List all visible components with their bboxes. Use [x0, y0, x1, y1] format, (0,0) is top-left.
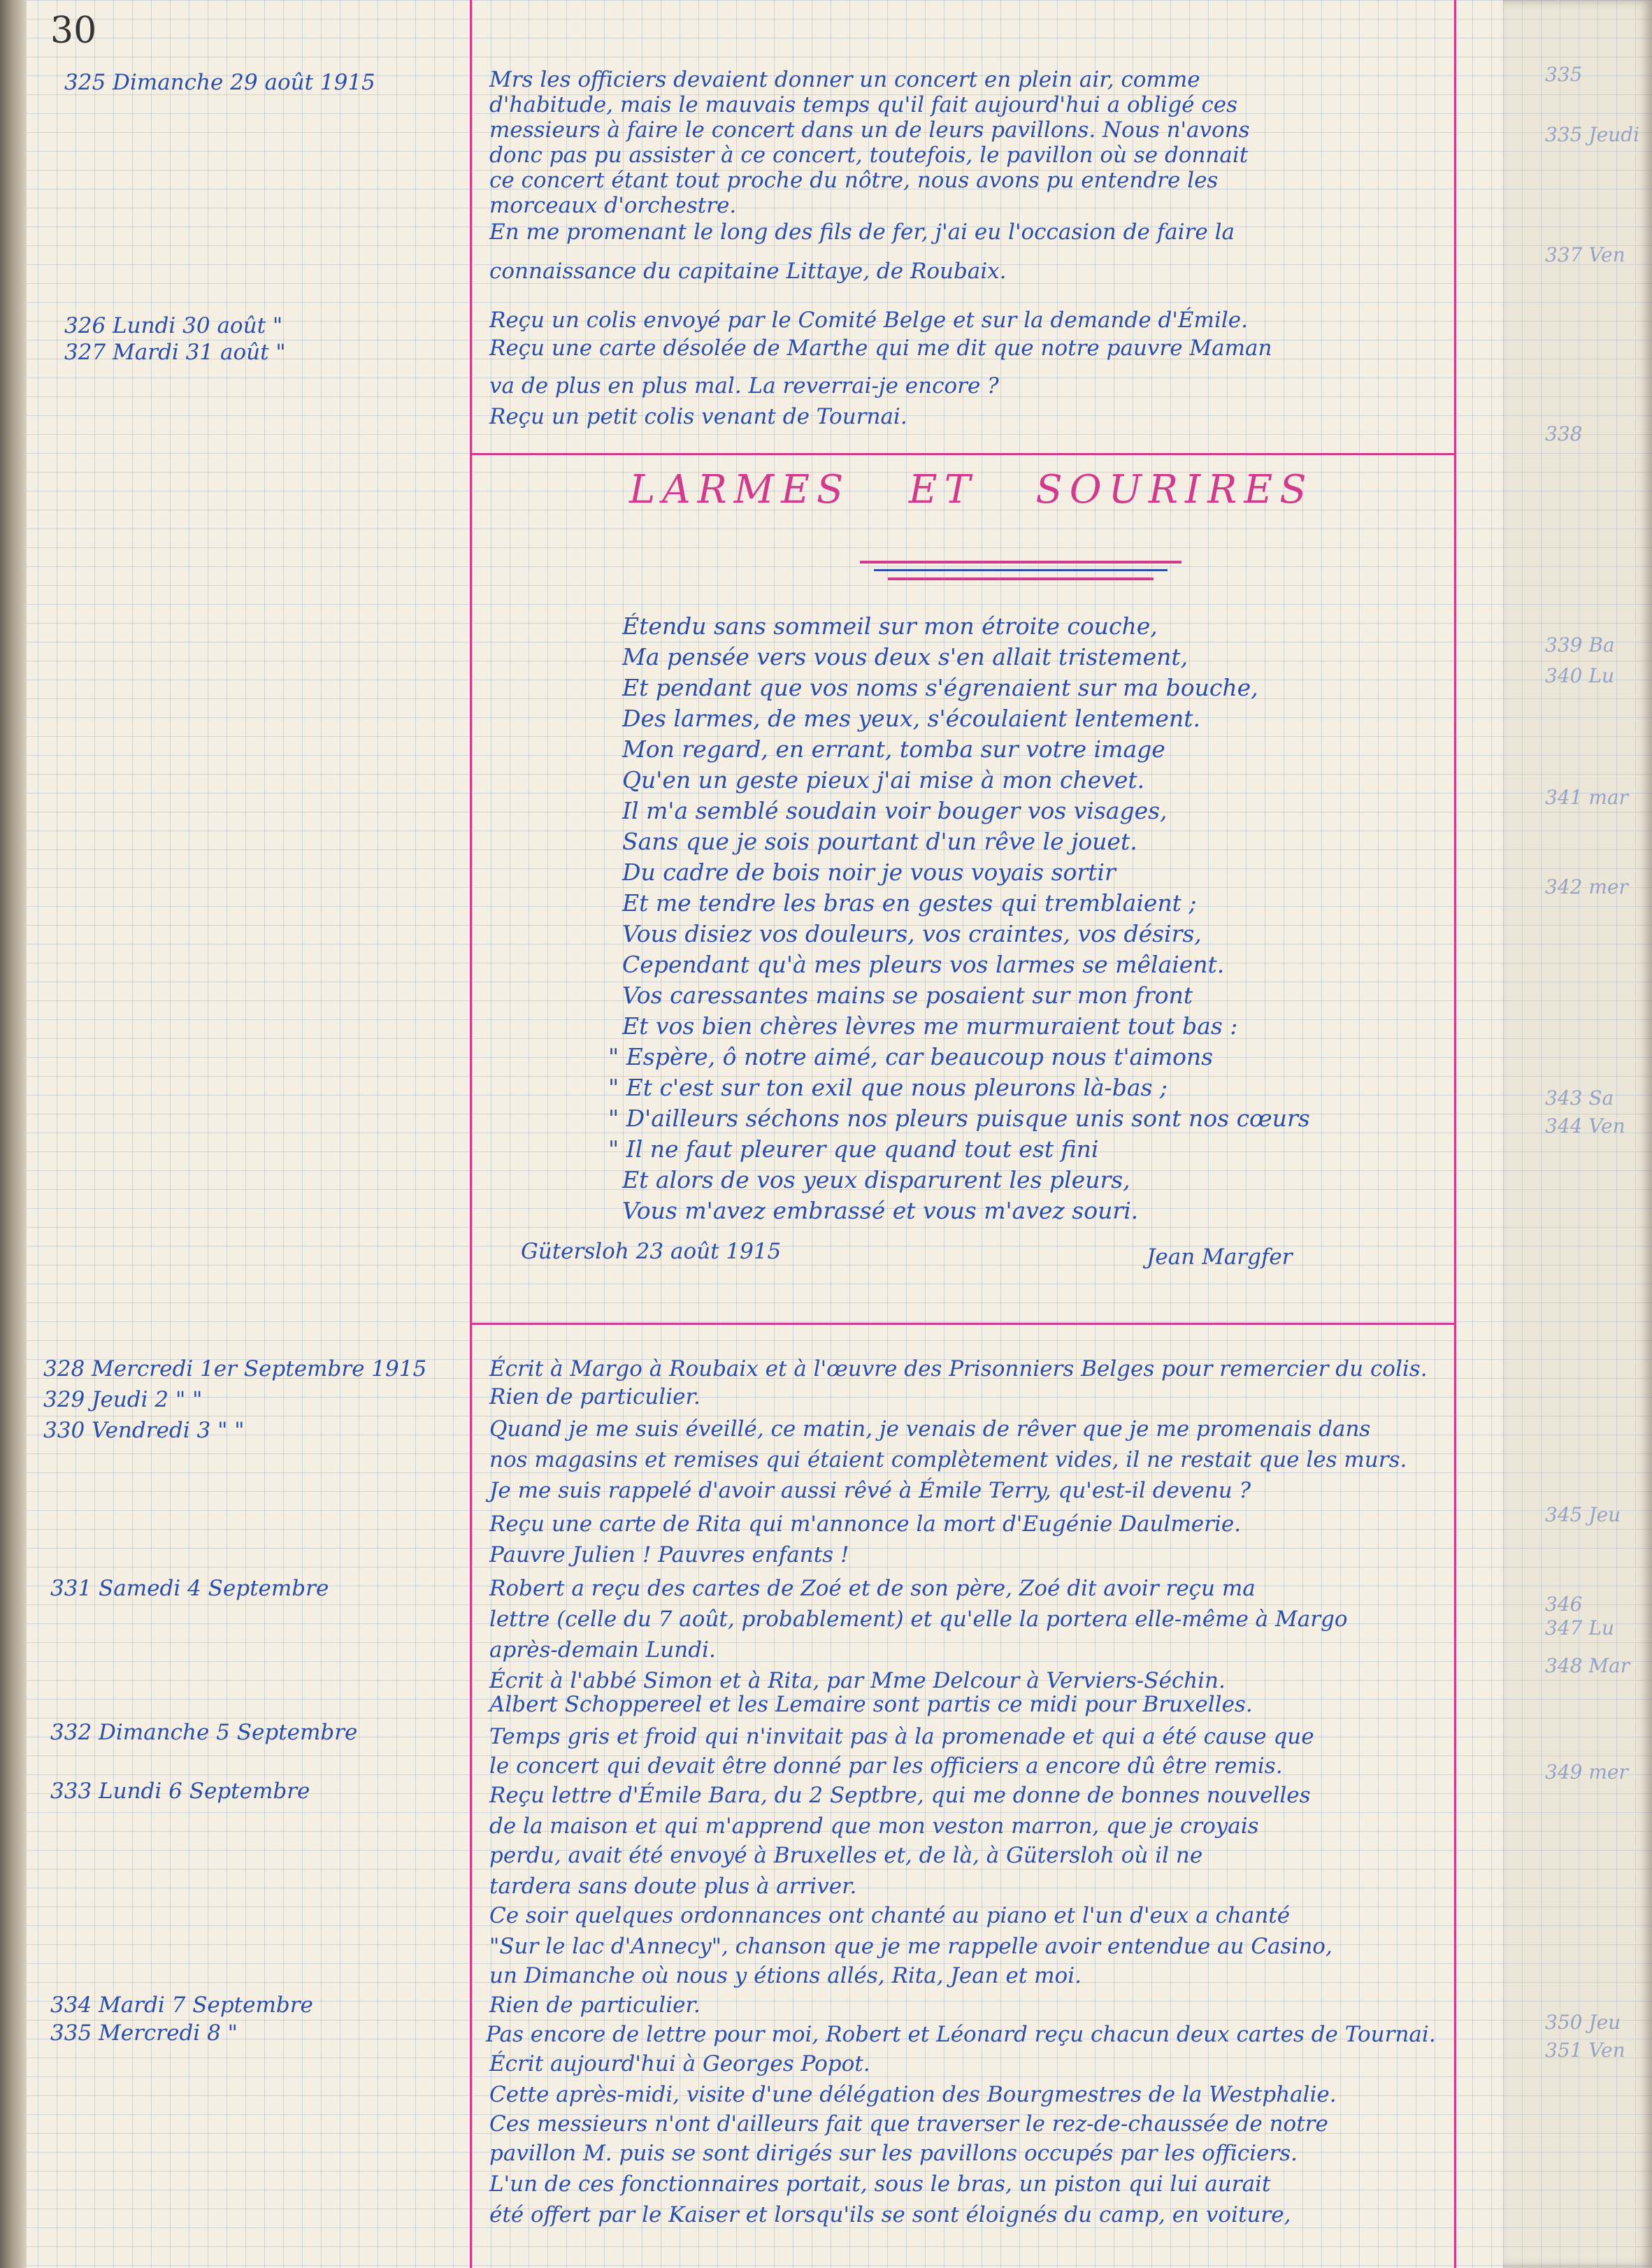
diary-line: Rien de particulier. [489, 1384, 701, 1409]
poem-line: " Espère, ô notre aimé, car beaucoup nous t'aimons [608, 1043, 1214, 1070]
diary-line: L'un de ces fonctionnaires portait, sous le bras, un piston qui lui aurait [489, 2172, 1271, 2197]
diary-line: Reçu un petit colis venant de Tournai. [489, 404, 907, 429]
poem-line: Vous disiez vos douleurs, vos craintes, vos désirs, [622, 920, 1202, 947]
diary-line: Reçu une carte désolée de Marthe qui me dit que notre pauvre Maman [489, 336, 1272, 361]
diary-line: Reçu un colis envoyé par le Comité Belge et sur la demande d'Émile. [489, 308, 1248, 333]
poem-line: Du cadre de bois noir je vous voyais sortir [622, 859, 1116, 886]
poem-line: Et pendant que vos noms s'égrenaient sur ma bouche, [622, 674, 1258, 701]
diary-line: Robert a reçu des cartes de Zoé et de son père, Zoé dit avoir reçu ma [489, 1576, 1256, 1601]
diary-line: Écrit aujourd'hui à Georges Popot. [489, 2051, 870, 2076]
diary-line: ce concert étant tout proche du nôtre, nous avons pu entendre les [489, 168, 1219, 193]
diary-line: Je me suis rappelé d'avoir aussi rêvé à Émile Terry, qu'est-il devenu ? [489, 1478, 1251, 1503]
diary-line: En me promenant le long des fils de fer, j'ai eu l'occasion de faire la [489, 220, 1235, 245]
poem-line: " D'ailleurs séchons nos pleurs puisque unis sont nos cœurs [608, 1105, 1310, 1132]
adjacent-page-number: 344 Ven [1545, 1114, 1625, 1137]
poem-line: Étendu sans sommeil sur mon étroite couche, [622, 612, 1158, 640]
adjacent-page-number: 348 Mar [1545, 1654, 1630, 1677]
adjacent-page-number: 339 Ba [1545, 633, 1615, 656]
poem-line: " Il ne faut pleurer que quand tout est fini [608, 1135, 1099, 1163]
page-number: 30 [50, 10, 97, 52]
poem-line: " Et c'est sur ton exil que nous pleurons là-bas ; [608, 1074, 1168, 1101]
entry-date: 328 Mercredi 1er Septembre 1915 [43, 1356, 427, 1381]
diary-line: Écrit à l'abbé Simon et à Rita, par Mme Delcour à Verviers-Séchin. [489, 1668, 1226, 1693]
poem-line: Vous m'avez embrassé et vous m'avez souri. [622, 1197, 1139, 1224]
diary-line: Albert Schoppereel et les Lemaire sont partis ce midi pour Bruxelles. [489, 1692, 1253, 1717]
entry-date: 332 Dimanche 5 Septembre [50, 1720, 358, 1745]
poem-line: Il m'a semblé soudain voir bouger vos visages, [622, 797, 1168, 824]
section-divider-top [470, 453, 1456, 455]
poem-line: Mon regard, en errant, tomba sur votre image [622, 735, 1165, 763]
entry-date: 334 Mardi 7 Septembre [50, 1993, 313, 2018]
margin-rule-vertical [470, 0, 472, 2268]
poem-line: Et alors de vos yeux disparurent les pleurs, [622, 1166, 1130, 1193]
poem-line: Et vos bien chères lèvres me murmuraient tout bas : [622, 1012, 1238, 1040]
poem-title: LARMES ET SOURIRES [629, 467, 1314, 512]
entry-date: 327 Mardi 31 août " [64, 340, 286, 365]
diary-line: connaissance du capitaine Littaye, de Roubaix. [489, 259, 1007, 284]
entry-date: 329 Jeudi 2 " " [43, 1387, 203, 1412]
diary-line: un Dimanche où nous y étions allés, Rita, Jean et moi. [489, 1963, 1082, 1988]
adjacent-page-number: 351 Ven [1545, 2039, 1625, 2062]
diary-line: pavillon M. puis se sont dirigés sur les pavillons occupés par les officiers. [489, 2141, 1298, 2166]
poem-line: Ma pensée vers vous deux s'en allait tristement, [622, 643, 1188, 670]
diary-line: été offert par le Kaiser et lorsqu'ils se sont éloignés du camp, en voiture, [489, 2202, 1291, 2227]
diary-line: le concert qui devait être donné par les officiers a encore dû être remis. [489, 1753, 1283, 1779]
adjacent-page-number: 345 Jeu [1545, 1503, 1621, 1526]
diary-line: lettre (celle du 7 août, probablement) et qu'elle la portera elle-même à Margo [489, 1607, 1348, 1632]
section-divider-bottom [470, 1323, 1456, 1325]
diary-line: Ces messieurs n'ont d'ailleurs fait que traverser le rez-de-chaussée de notre [489, 2111, 1328, 2137]
entry-date: 335 Mercredi 8 " [50, 2021, 238, 2046]
diary-line: Quand je me suis éveillé, ce matin, je venais de rêver que je me promenais dans [489, 1416, 1371, 1442]
diary-line: d'habitude, mais le mauvais temps qu'il fait aujourd'hui a obligé ces [489, 92, 1237, 117]
title-underline [874, 569, 1168, 571]
diary-line: Pauvre Julien ! Pauvres enfants ! [489, 1542, 849, 1567]
diary-line: "Sur le lac d'Annecy", chanson que je me rappelle avoir entendue au Casino, [489, 1934, 1333, 1959]
diary-line: Cette après-midi, visite d'une délégation des Bourgmestres de la Westphalie. [489, 2082, 1337, 2107]
adjacent-page-number: 349 mer [1545, 1760, 1628, 1783]
title-underline [888, 577, 1154, 580]
diary-line: tardera sans doute plus à arriver. [489, 1874, 857, 1899]
adjacent-page-number: 337 Ven [1545, 243, 1625, 266]
book-spine [0, 0, 27, 2268]
adjacent-page-number: 335 Jeudi [1545, 123, 1640, 146]
diary-line: après-demain Lundi. [489, 1637, 716, 1663]
diary-line: Mrs les officiers devaient donner un concert en plein air, comme [489, 67, 1200, 92]
diary-line: Ce soir quelques ordonnances ont chanté au piano et l'un d'eux a chanté [489, 1903, 1291, 1928]
diary-line: va de plus en plus mal. La reverrai-je encore ? [489, 373, 999, 399]
adjacent-page-number: 350 Jeu [1545, 2011, 1621, 2034]
diary-line: morceaux d'orchestre. [489, 193, 737, 218]
poem-line: Sans que je sois pourtant d'un rêve le jouet. [622, 828, 1137, 855]
diary-line: Temps gris et froid qui n'invitait pas à la promenade et qui a été cause que [489, 1724, 1314, 1749]
poem-signature: Jean Margfer [1147, 1244, 1293, 1270]
poem-line: Vos caressantes mains se posaient sur mon front [622, 982, 1193, 1009]
diary-line: perdu, avait été envoyé à Bruxelles et, de là, à Gütersloh où il ne [489, 1843, 1203, 1868]
adjacent-page-number: 338 [1545, 422, 1583, 445]
diary-line: donc pas pu assister à ce concert, toutefois, le pavillon où se donnait [489, 143, 1249, 168]
adjacent-page-number: 347 Lu [1545, 1616, 1614, 1639]
diary-line: messieurs à faire le concert dans un de leurs pavillons. Nous n'avons [489, 117, 1250, 143]
poem-line: Cependant qu'à mes pleurs vos larmes se mêlaient. [622, 951, 1225, 978]
right-margin-rule [1454, 0, 1456, 2268]
adjacent-page-number: 342 mer [1545, 875, 1628, 898]
diary-line: Écrit à Margo à Roubaix et à l'œuvre des Prisonniers Belges pour remercier du colis. [489, 1356, 1428, 1381]
poem-line: Et me tendre les bras en gestes qui tremblaient ; [622, 889, 1197, 917]
entry-date: 326 Lundi 30 août " [64, 313, 283, 338]
entry-date: 333 Lundi 6 Septembre [50, 1779, 310, 1804]
entry-date: 330 Vendredi 3 " " [43, 1418, 245, 1443]
diary-line: Rien de particulier. [489, 1993, 701, 2018]
diary-line: Reçu lettre d'Émile Bara, du 2 Septbre, qui me donne de bonnes nouvelles [489, 1783, 1311, 1808]
adjacent-page-number: 340 Lu [1545, 664, 1614, 687]
diary-line: nos magasins et remises qui étaient complètement vides, il ne restait que les murs. [489, 1447, 1407, 1472]
poem-place-date: Gütersloh 23 août 1915 [521, 1239, 782, 1264]
entry-date: 325 Dimanche 29 août 1915 [64, 70, 375, 95]
adjacent-page-number: 343 Sa [1545, 1086, 1614, 1110]
diary-line: Reçu une carte de Rita qui m'annonce la mort d'Eugénie Daulmerie. [489, 1512, 1242, 1537]
entry-date: 331 Samedi 4 Septembre [50, 1576, 329, 1601]
poem-line: Qu'en un geste pieux j'ai mise à mon chevet. [622, 766, 1145, 794]
poem-line: Des larmes, de mes yeux, s'écoulaient lentement. [622, 705, 1200, 732]
diary-line: de la maison et qui m'apprend que mon veston marron, que je croyais [489, 1814, 1259, 1839]
adjacent-page-number: 341 mar [1545, 786, 1628, 809]
adjacent-page-number: 346 [1545, 1593, 1583, 1616]
title-underline [860, 561, 1181, 564]
adjacent-page-number: 335 [1545, 63, 1583, 86]
diary-line: Pas encore de lettre pour moi, Robert et Léonard reçu chacun deux cartes de Tournai. [486, 2022, 1436, 2047]
